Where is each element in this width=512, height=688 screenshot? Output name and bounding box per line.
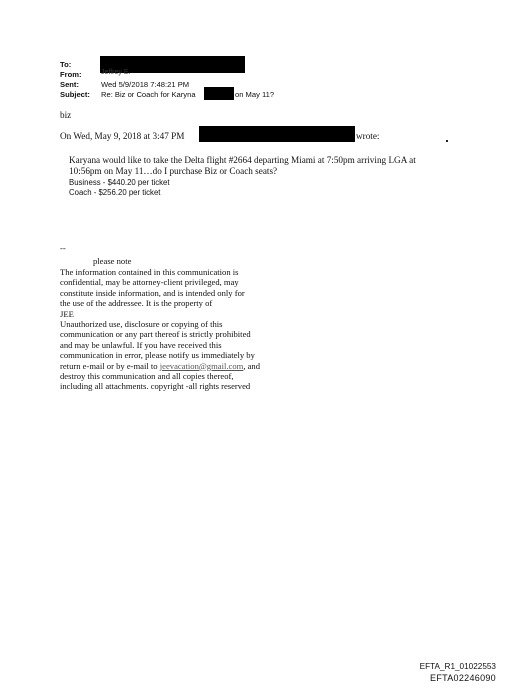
quoted-coach-price: Coach - $256.20 per ticket	[69, 188, 161, 197]
reply-body: biz	[60, 110, 72, 120]
to-label: To:	[60, 60, 72, 69]
notice-line: including all attachments. copyright -all rights reserved	[60, 381, 251, 392]
notice-line: destroy this communication and all copies thereof,	[60, 371, 234, 382]
redaction-subject	[204, 87, 234, 100]
signature-separator: --	[60, 243, 66, 253]
sent-label: Sent:	[60, 80, 79, 89]
subject-value-start: Re: Biz or Coach for Karyna	[101, 90, 196, 99]
notice-line: Unauthorized use, disclosure or copying of this	[60, 319, 223, 330]
sent-value: Wed 5/9/2018 7:48:21 PM	[101, 80, 190, 89]
bates-number: EFTA02246090	[430, 673, 496, 683]
notice-line: The information contained in this communication is	[60, 267, 239, 277]
quoted-line-1: Karyana would like to take the Delta flight #2664 departing Miami at 7:50pm arriving LGA at	[69, 155, 416, 165]
notice-title: please note	[93, 256, 132, 266]
notice-line: confidential, may be attorney-client privileged, may	[60, 277, 239, 288]
notice-line: and may be unlawful. If you have received this	[60, 339, 222, 350]
notice-line: communication or any part thereof is strictly prohibited	[60, 329, 251, 340]
quote-header-start: On Wed, May 9, 2018 at 3:47 PM	[60, 131, 185, 141]
notice-line: communication in error, please notify us immediately by	[60, 350, 255, 361]
notice-line: constitute inside information, and is intended only for	[60, 287, 245, 298]
quoted-business-price: Business - $440.20 per ticket	[69, 178, 170, 187]
quoted-line-2: 10:56pm on May 11…do I purchase Biz or Coach seats?	[69, 166, 278, 176]
notice-email-line: return e-mail or by e-mail to jeevacation@gmail.com, and	[60, 360, 261, 371]
from-value: Jeffrey E.	[101, 69, 131, 76]
quote-header-end: wrote:	[356, 131, 380, 141]
email-link[interactable]: jeevacation@gmail.com	[159, 360, 244, 371]
subject-label: Subject:	[60, 90, 90, 99]
from-label: From:	[60, 70, 82, 79]
scan-speck	[446, 140, 448, 142]
redaction-quote-sender	[199, 126, 355, 142]
bates-number-r1: EFTA_R1_01022553	[419, 662, 496, 671]
notice-line: JEE	[60, 308, 74, 319]
confidentiality-notice	[60, 267, 260, 392]
notice-line: the use of the addressee. It is the property of	[60, 298, 213, 309]
subject-value-end: on May 11?	[235, 90, 275, 99]
